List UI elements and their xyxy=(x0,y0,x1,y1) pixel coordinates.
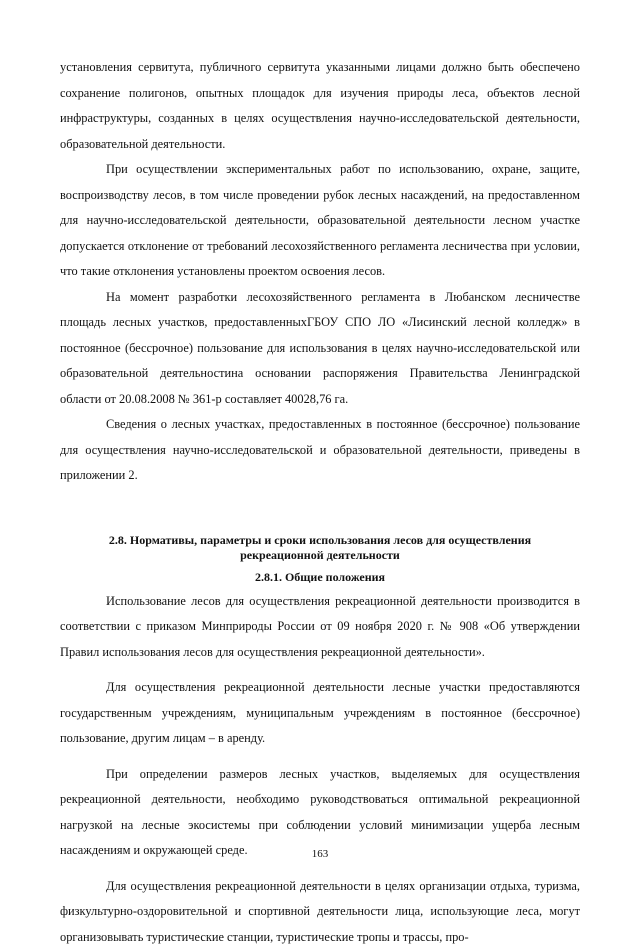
subsection-heading: 2.8.1. Общие положения xyxy=(60,567,580,587)
paragraph-experimental-works: При осуществлении экспериментальных работ по использованию, охране, защите, воспроизводству лесов, в том числе проведении рубок лесных насаждений, на предоставленном для научно-исследовательской деятельности, образовательной деятельности лесном участке допускается отклонение от требований лесохозяйственного регламента лесничества при условии, что такие отклонения установлены проектом освоения лесов. xyxy=(60,157,580,285)
paragraph-recreation-load: При определении размеров лесных участков, выделяемых для осуществления рекреационной деятельности, необходимо руководствоваться оптимальной рекреационной нагрузкой на лесные экосистемы при соблюдении условий минимизации ущерба лесным насаждениям и окружающей среде. xyxy=(60,762,580,864)
paragraph-recreation-order: Использование лесов для осуществления рекреационной деятельности производится в соответствии с приказом Минприроды России от 09 ноября 2020 г. № 908 «Об утверждении Правил использования лесов для осуществления рекреационной деятельности». xyxy=(60,589,580,666)
page-number: 163 xyxy=(0,842,640,868)
paragraph-land-area: На момент разработки лесохозяйственного регламента в Любанском лесничестве площадь лесных участков, предоставленныхГБОУ СПО ЛО «Лисинский лесной колледж» в постоянное (бессрочное) пользование для использования в целях научно-исследовательской или образовательной деятельностина основании распоряжения Правительства Ленинградской области от 20.08.2008 № 361-р составляет 40028,76 га. xyxy=(60,285,580,413)
paragraph-servitude: установления сервитута, публичного сервитута указанными лицами должно быть обеспечено сохранение полигонов, опытных площадок для изучения природы леса, объектов лесной инфраструктуры, созданных в целях осуществления научно-исследовательской деятельности, образовательной деятельности. xyxy=(60,55,580,157)
paragraph-recreation-lease: Для осуществления рекреационной деятельности лесные участки предоставляются государственным учреждениям, муниципальным учреждениям в постоянное (бессрочное) пользование, другим лицам – в аренду. xyxy=(60,675,580,752)
paragraph-recreation-tourism: Для осуществления рекреационной деятельности в целях организации отдыха, туризма, физкультурно-оздоровительной и спортивной деятельности лица, использующие леса, могут организовывать туристические станции, туристические тропы и трассы, про- xyxy=(60,874,580,950)
section-heading: 2.8. Нормативы, параметры и сроки использования лесов для осуществления рекреационной деятельности xyxy=(96,533,544,563)
paragraph-appendix-reference: Сведения о лесных участках, предоставленных в постоянное (бессрочное) пользование для осуществления научно-исследовательской и образовательной деятельности, приведены в приложении 2. xyxy=(60,412,580,489)
